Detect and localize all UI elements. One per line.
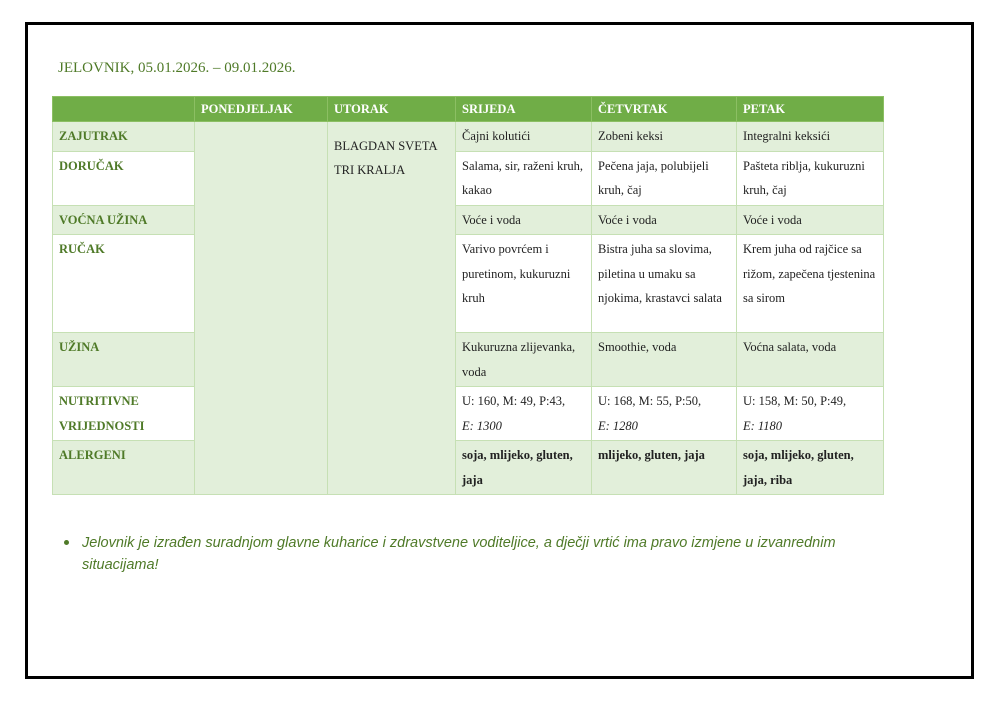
table-row xyxy=(53,441,884,495)
holiday-text: BLAGDAN SVETA TRI KRALJA xyxy=(334,139,437,177)
meal-cell: Zobeni keksi xyxy=(592,122,737,152)
meal-cell: Integralni keksići xyxy=(737,122,884,152)
nutrition-cell xyxy=(456,387,592,441)
allergen-cell: soja, mlijeko, gluten, jaja, riba xyxy=(737,441,884,495)
header-ponedjeljak: PONEDJELJAK xyxy=(195,97,328,122)
meal-cell: Kukuruzna zlijevanka, voda xyxy=(456,333,592,387)
tuesday-holiday-cell xyxy=(328,122,456,495)
meal-cell: Bistra juha sa slovima, piletina u umaku sa njokima, krastavci salata xyxy=(592,235,737,333)
monday-holiday-cell xyxy=(195,122,328,495)
row-label: RUČAK xyxy=(53,235,195,333)
meal-cell: Voće i voda xyxy=(737,205,884,235)
bullet-icon xyxy=(64,540,69,545)
table-row xyxy=(53,205,884,235)
meal-cell: Pečena jaja, polubijeli kruh, čaj xyxy=(592,151,737,205)
table-row xyxy=(53,151,884,205)
header-utorak: UTORAK xyxy=(328,97,456,122)
table-row xyxy=(53,387,884,441)
meal-cell: Voće i voda xyxy=(456,205,592,235)
nutrition-cell xyxy=(737,387,884,441)
table-row xyxy=(53,122,884,152)
row-label: ALERGENI xyxy=(53,441,195,495)
meal-cell: Voćna salata, voda xyxy=(737,333,884,387)
nutrition-values: U: 160, M: 49, P:43, xyxy=(462,394,566,408)
allergen-cell: soja, mlijeko, gluten, jaja xyxy=(456,441,592,495)
meal-cell: Smoothie, voda xyxy=(592,333,737,387)
header-empty xyxy=(53,97,195,122)
meal-cell: Voće i voda xyxy=(592,205,737,235)
row-label: DORUČAK xyxy=(53,151,195,205)
nutrition-values: U: 168, M: 55, P:50, xyxy=(598,394,702,408)
header-cetvrtak: ČETVRTAK xyxy=(592,97,737,122)
footnote xyxy=(82,532,882,576)
nutrition-values: U: 158, M: 50, P:49, xyxy=(743,394,847,408)
meal-cell: Čajni kolutići xyxy=(456,122,592,152)
nutrition-cell xyxy=(592,387,737,441)
header-petak: PETAK xyxy=(737,97,884,122)
meal-cell: Salama, sir, raženi kruh, kakao xyxy=(456,151,592,205)
header-srijeda: SRIJEDA xyxy=(456,97,592,122)
table-header-row xyxy=(53,97,884,122)
row-label: VOĆNA UŽINA xyxy=(53,205,195,235)
page-title: JELOVNIK, 05.01.2026. – 09.01.2026. xyxy=(58,60,296,76)
footnote-text: Jelovnik je izrađen suradnjom glavne kuharice i zdravstvene voditeljice, a dječji vrtić ima pravo izmjene u izvanrednim situacijama! xyxy=(82,535,836,573)
menu-table xyxy=(52,96,884,495)
meal-cell: Krem juha od rajčice sa rižom, zapečena tjestenina sa sirom xyxy=(737,235,884,333)
energy-value: E: 1300 xyxy=(462,418,502,433)
row-label: UŽINA xyxy=(53,333,195,387)
table-row xyxy=(53,333,884,387)
energy-value: E: 1180 xyxy=(743,418,782,433)
meal-cell: Varivo povrćem i puretinom, kukuruzni kruh xyxy=(456,235,592,333)
table-row xyxy=(53,235,884,333)
meal-cell: Pašteta riblja, kukuruzni kruh, čaj xyxy=(737,151,884,205)
row-label: NUTRITIVNE VRIJEDNOSTI xyxy=(53,387,195,441)
row-label: ZAJUTRAK xyxy=(53,122,195,152)
energy-value: E: 1280 xyxy=(598,418,638,433)
allergen-cell: mlijeko, gluten, jaja xyxy=(592,441,737,495)
